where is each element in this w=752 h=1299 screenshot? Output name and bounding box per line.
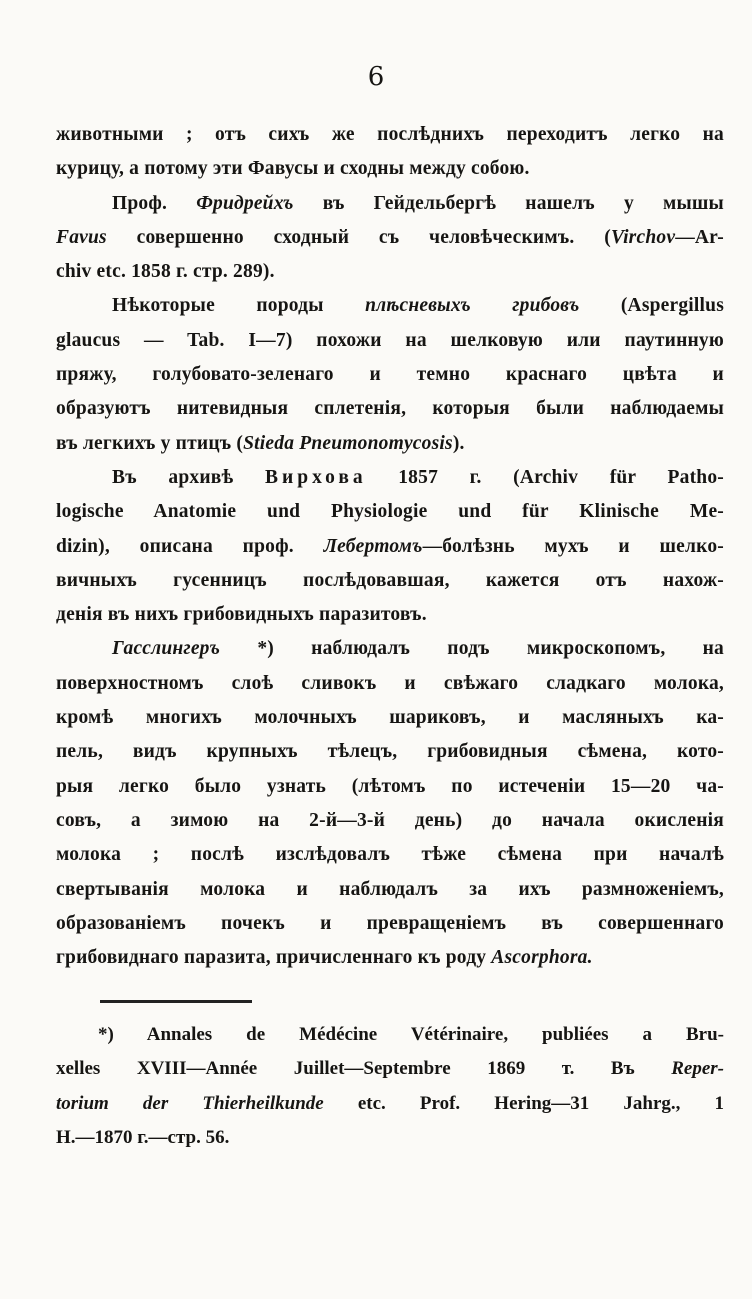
- page-number: 6: [367, 62, 385, 92]
- text-run: *) Annales de Médécine Vétérinaire, publiées a Bru-: [98, 1024, 724, 1045]
- text-line: [56, 152, 724, 186]
- text-run: —болѣзнь мухъ и шелко-: [422, 535, 724, 557]
- text-run: денія въ нихъ грибовидныхъ паразитовъ.: [56, 604, 427, 626]
- text-line: [56, 324, 724, 358]
- text-run: torium der Thierheilkunde: [56, 1092, 324, 1114]
- text-run: Въ архивѣ: [112, 466, 265, 488]
- paragraph: [56, 289, 724, 460]
- text-run: Проф.: [112, 192, 197, 214]
- text-run: образованіемъ почекъ и превращеніемъ въ совершеннаго: [56, 912, 724, 934]
- text-run: dizin), описана проф.: [56, 535, 324, 557]
- text-run: совъ, а зимою на 2-й—3-й день) до начала окисленія: [56, 809, 724, 831]
- footnote-line: [56, 1087, 724, 1121]
- footnote-line: [56, 1052, 724, 1086]
- text-run: молока ; послѣ изслѣдовалъ тѣже сѣмена при началѣ: [56, 844, 724, 866]
- text-run: Вирхова: [264, 466, 367, 488]
- text-line: [56, 598, 724, 632]
- text-run: образуютъ нитевидныя сплетенія, которыя были наблюдаемы: [56, 398, 724, 420]
- footnote-line: [56, 1121, 724, 1155]
- text-line: [56, 564, 724, 598]
- body-text: [56, 118, 724, 975]
- text-line: [56, 701, 724, 735]
- text-run: Фридрейхъ: [196, 192, 294, 214]
- text-line: [56, 667, 724, 701]
- text-line: [56, 804, 724, 838]
- text-run: H.—1870 г.—стр. 56.: [56, 1126, 230, 1148]
- text-line: [56, 735, 724, 769]
- text-line: [56, 770, 724, 804]
- footnote: [56, 1018, 724, 1155]
- text-run: кромѣ многихъ молочныхъ шариковъ, и масляныхъ ка-: [56, 707, 724, 729]
- paragraph: [56, 632, 724, 975]
- text-run: Reper-: [671, 1058, 724, 1080]
- footnote-separator: [100, 1000, 252, 1003]
- text-line: [56, 941, 724, 975]
- text-run: грибовиднаго паразита, причисленнаго къ роду: [56, 947, 492, 969]
- text-line: [56, 838, 724, 872]
- text-run: Лебертомъ: [323, 535, 423, 557]
- paragraph: [56, 187, 724, 290]
- text-run: *) наблюдалъ подъ микроскопомъ, на: [220, 638, 724, 660]
- text-run: Ascorphora.: [491, 947, 593, 969]
- text-line: [56, 255, 724, 289]
- footnote-line: [56, 1018, 724, 1052]
- text-run: плѣсневыхъ грибовъ: [365, 295, 580, 317]
- text-run: etc. Prof. Hering—31 Jahrg., 1: [323, 1092, 724, 1114]
- text-line: [56, 530, 724, 564]
- text-run: glaucus — Tab. I—7) похожи на шелковую или паутинную: [56, 329, 724, 351]
- text-line: [56, 632, 724, 666]
- text-run: (Aspergillus: [579, 295, 724, 317]
- text-run: Гасслингеръ: [112, 638, 221, 660]
- text-run: Virchov: [610, 226, 676, 248]
- text-run: xelles XVIII—Année Juillet—Septembre 1869 т. Въ: [56, 1058, 672, 1080]
- text-run: Нѣкоторые породы: [112, 295, 366, 317]
- text-run: ).: [452, 432, 465, 454]
- text-run: вичныхъ гусенницъ послѣдовавшая, кажется отъ нахож-: [56, 569, 724, 591]
- text-run: пряжу, голубовато-зеленаго и темно краснаго цвѣта и: [56, 364, 724, 386]
- text-run: курицу, а потому эти Фавусы и сходны между собою.: [56, 158, 530, 180]
- text-run: Stieda Pneumonomycosis: [243, 432, 453, 454]
- text-line: [56, 118, 724, 152]
- text-run: совершенно сходный съ человѣческимъ. (: [106, 226, 611, 248]
- text-run: животными ; отъ сихъ же послѣднихъ переходитъ легко на: [56, 124, 724, 145]
- text-run: —Ar-: [675, 226, 724, 248]
- text-line: [56, 907, 724, 941]
- text-run: свертыванія молока и наблюдалъ за ихъ размноженіемъ,: [56, 878, 724, 900]
- text-run: пель, видъ крупныхъ тѣлецъ, грибовидныя сѣмена, кото-: [56, 741, 724, 763]
- text-line: [56, 461, 724, 495]
- text-run: рыя легко было узнать (лѣтомъ по истеченіи 15—20 ча-: [56, 775, 724, 797]
- text-line: [56, 427, 724, 461]
- text-line: [56, 221, 724, 255]
- text-line: [56, 495, 724, 529]
- text-line: [56, 392, 724, 426]
- paragraph: [56, 118, 724, 187]
- text-line: [56, 187, 724, 221]
- text-line: [56, 358, 724, 392]
- text-run: въ Гейдельбергѣ нашелъ у мышы: [293, 192, 724, 214]
- paragraph: [56, 461, 724, 632]
- text-run: Favus: [56, 226, 107, 248]
- text-run: въ легкихъ у птицъ (: [56, 432, 244, 454]
- text-run: chiv etc. 1858 г. стр. 289).: [56, 261, 275, 283]
- text-line: [56, 873, 724, 907]
- text-run: logische Anatomie und Physiologie und für Klinische Me-: [56, 501, 724, 523]
- text-line: [56, 289, 724, 323]
- text-run: поверхностномъ слоѣ сливокъ и свѣжаго сладкаго молока,: [56, 672, 724, 694]
- text-run: 1857 г. (Archiv für Patho-: [366, 466, 724, 488]
